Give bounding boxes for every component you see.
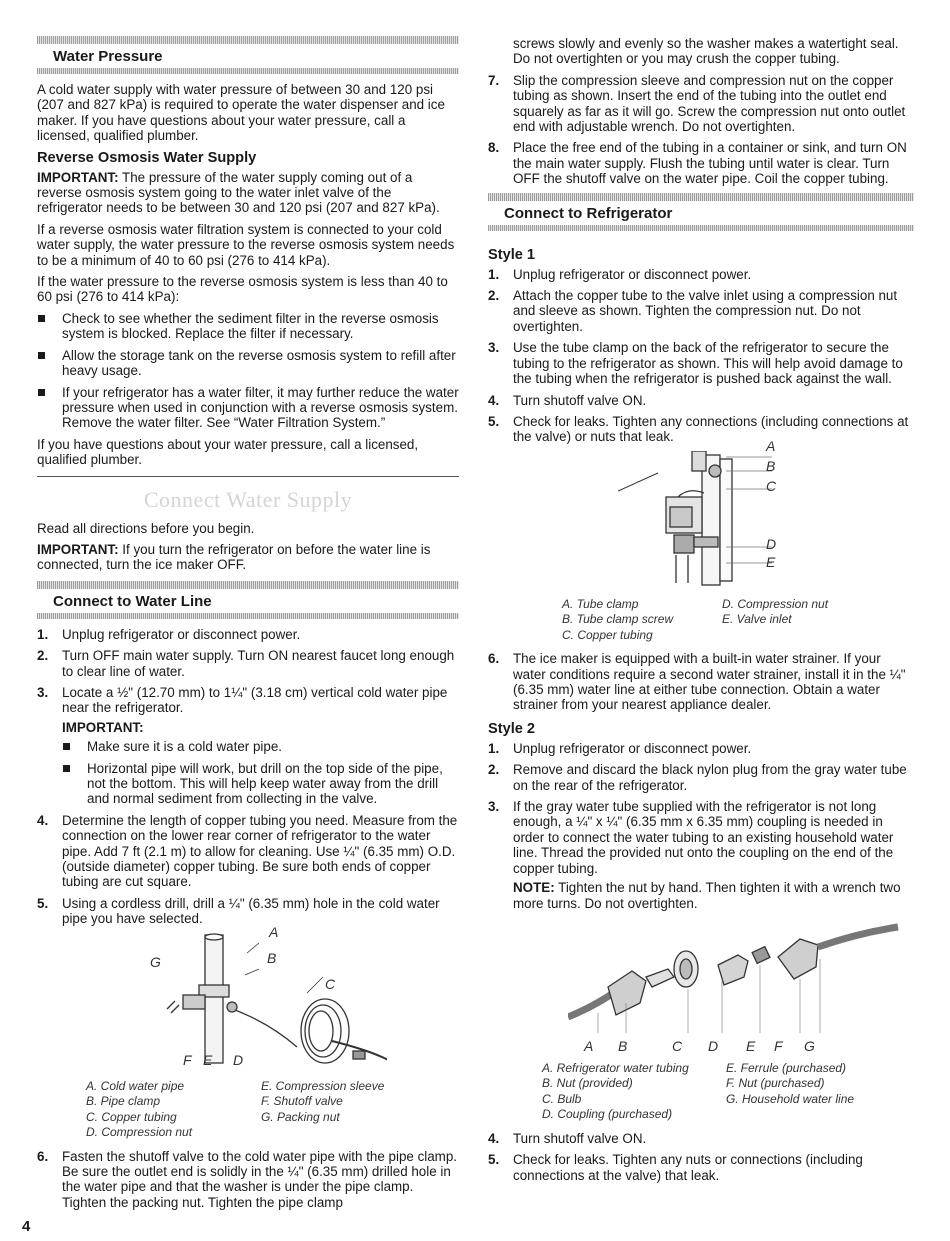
style1-steps [488, 267, 914, 445]
shutoff-valve-figure [87, 923, 387, 1075]
step3-important-label: IMPORTANT: [62, 719, 144, 735]
list-item: Make sure it is a cold water pipe. [62, 739, 459, 754]
water-line-steps [37, 627, 459, 927]
important-text: The pressure of the water supply coming out of a reverse osmosis system going to the water inlet valve of the refrigerator needs to be between 30 and 120 psi (207 and 827 kPa). [37, 169, 440, 216]
style2-figure [568, 917, 908, 1057]
figure-label-d: D [708, 1037, 719, 1054]
step: 6. The ice maker is equipped with a built-in water strainer. If your water conditions require a second water strainer, install it in the ¼" (6.35 mm) water line at either tube connection. Obtain a water strainer from your nearest appliance dealer. [488, 651, 906, 713]
step: 1. Unplug refrigerator or disconnect power. [37, 626, 301, 642]
heading-rule [488, 225, 914, 231]
divider [37, 476, 459, 477]
connect-supply-important [37, 542, 459, 573]
ro-supply-title: Reverse Osmosis Water Supply [37, 149, 257, 166]
figure-label-d: D [233, 1051, 244, 1068]
ro-closing: If you have questions about your water pressure, call a licensed, qualified plumber. [37, 436, 419, 468]
step: 3. If the gray water tube supplied with the refrigerator is not long enough, a ¼" x ¼" (6.35 mm x 6.35 mm) coupling is needed in order to connect the water tubing to an existing household water line. Thread the provided nut onto the coupling on the end of the copper tubing. NOTE: Tighten the nut by hand. Then tighten it with a wrench two more turns. Do not overtighten. [488, 799, 914, 911]
style1-figure [618, 437, 818, 591]
figure-label-c: C [325, 975, 336, 992]
step: 6. Fasten the shutoff valve to the cold water pipe with the pipe clamp. Be sure the outlet end is solidly in the ¼" (6.35 mm) drilled hole in the water pipe and that the washer is under the pipe clamp. Tighten the packing nut. Tighten the pipe clamp [37, 1148, 458, 1210]
figure-label-c: C [766, 477, 777, 494]
section-title: Water Pressure [53, 48, 163, 65]
connect-supply-intro: Read all directions before you begin. [37, 520, 255, 536]
water-pressure-text: A cold water supply with water pressure of between 30 and 120 psi (207 and 827 kPa) is required to operate the water dispenser and ice maker. If you have questions about your water pressure, call a licensed, qualified plumber. [37, 82, 445, 144]
step: 5. Using a cordless drill, drill a ¼" (6.35 mm) hole in the cold water pipe you have selected. [37, 895, 440, 927]
step: 3. Locate a ½" (12.70 mm) to 1¼" (3.18 cm) vertical cold water pipe near the refrigerator. IMPORTANT: Make sure it is a cold water pipe. Horizontal pipe will work, but drill on the top side of the pipe, not the bottom. This will help keep water away from the drill and normal sediment from collecting in the valve. [37, 685, 459, 807]
figure-label-a: A [766, 437, 776, 454]
list-item: If your refrigerator has a water filter, it may further reduce the water pressure when used in conjunction with a reverse osmosis system. Remove the water filter. See “Water Filtration System.” [37, 385, 459, 431]
figure-label-e: E [766, 553, 776, 570]
heading-rule [37, 613, 459, 619]
note-label: NOTE: [513, 880, 555, 896]
figure-label-g: G [150, 953, 161, 970]
step: 3. Use the tube clamp on the back of the refrigerator to secure the tubing to the refrigerator as shown. This will help avoid damage to the tubing when the refrigerator is pushed back against the wall. [488, 340, 903, 387]
important-text: If you turn the refrigerator on before the water line is connected, turn the ice maker OFF. [37, 541, 431, 573]
step: 2. Remove and discard the black nylon plug from the gray water tube on the rear of the refrigerator. [488, 762, 907, 793]
figure-label-f: F [774, 1037, 783, 1054]
step: 8. Place the free end of the tubing in a container or sink, and turn ON the main water supply. Flush the tubing until water is clear. Turn OFF the shutoff valve on the water pipe. Coil the copper tubing. [488, 140, 907, 187]
connect-supply-title: Connect Water Supply [143, 486, 353, 512]
heading-rule [37, 581, 459, 589]
heading-rule [488, 193, 914, 201]
style1-step6 [488, 651, 914, 713]
bullet-icon [63, 743, 70, 750]
style2-legend: A. Refrigerator water tubing E. Ferrule (purchased) B. Nut (provided) F. Nut (purchased) C. Bulb G. Household water line D. Coupling (purchased) [542, 1060, 855, 1122]
step: 5. Check for leaks. Tighten any connections (including connections at the valve) or nuts that leak. [488, 413, 909, 445]
water-pressure-heading [37, 36, 459, 74]
figure-legend: A. Cold water pipe E. Compression sleeve B. Pipe clamp F. Shutoff valve C. Copper tubing G. Packing nut D. Compression nut [86, 1078, 385, 1140]
list-item: Allow the storage tank on the reverse osmosis system to refill after heavy usage. [37, 348, 459, 379]
water-line-heading [37, 581, 459, 619]
heading-rule [37, 36, 459, 44]
important-label: IMPORTANT: [37, 169, 119, 185]
step: 1. Unplug refrigerator or disconnect power. [488, 266, 752, 282]
list-item: Check to see whether the sediment filter in the reverse osmosis system is blocked. Replace the filter if necessary. [37, 311, 459, 342]
figure-label-a: A [584, 1037, 594, 1054]
step: 4. Determine the length of copper tubing you need. Measure from the connection on the lower rear corner of refrigerator to the water pipe. Add 7 ft (2.1 m) to allow for cleaning. Use ¼" (6.35 mm) O.D. (outside diameter) copper tubing. Be sure both ends of copper tubing are cut square. [37, 812, 458, 890]
figure-label-g: G [804, 1037, 815, 1054]
coupling-illustration [568, 917, 908, 1037]
valve-inlet-illustration [618, 451, 818, 591]
figure-label-c: C [672, 1037, 683, 1054]
important-label: IMPORTANT: [37, 541, 119, 557]
bullet-icon [38, 315, 45, 322]
water-line-steps-cont [37, 1149, 459, 1211]
step: 2. Attach the copper tube to the valve inlet using a compression nut and sleeve as shown. Tighten the compression nut. Do not overtighten. [488, 288, 898, 334]
style2-note [513, 880, 914, 911]
page-number: 4 [22, 1218, 31, 1235]
list-item: Horizontal pipe will work, but drill on the top side of the pipe, not the bottom. This will help keep water away from the drill and normal sediment from collecting in the valve. [62, 761, 459, 807]
figure-label-e: E [746, 1037, 756, 1054]
step: 4. Turn shutoff valve ON. [488, 1130, 647, 1146]
ro-important [37, 170, 459, 216]
step: 5. Check for leaks. Tighten any nuts or connections (including connections at the valve) that leak. [488, 1152, 863, 1183]
connect-fridge-heading [488, 193, 914, 231]
ro-para-2: If the water pressure to the reverse osmosis system is less than 40 to 60 psi (276 to 414 kPa): [37, 274, 448, 305]
figure-label-f: F [183, 1051, 192, 1068]
style2-title: Style 2 [488, 720, 536, 737]
figure-label-e: E [203, 1051, 213, 1068]
step3-bullets [62, 739, 459, 807]
step6-continued: screws slowly and evenly so the washer makes a watertight seal. Do not overtighten or you may crush the copper tubing. [513, 36, 899, 67]
water-line-steps-right [488, 73, 914, 187]
style1-legend: A. Tube clamp D. Compression nut B. Tube clamp screw E. Valve inlet C. Copper tubing [562, 596, 829, 642]
step: 7. Slip the compression sleeve and compression nut on the copper tubing as shown. Insert the end of the tubing into the outlet end squarely as far as it will go. Screw the compression nut onto outlet end with adjustable wrench. Do not overtighten. [488, 72, 906, 135]
bullet-icon [38, 389, 45, 396]
right-column [488, 36, 914, 1189]
style2-steps [488, 741, 914, 911]
style2-steps-after [488, 1131, 914, 1183]
bullet-icon [63, 765, 70, 772]
step: 1. Unplug refrigerator or disconnect power. [488, 740, 752, 756]
step: 4. Turn shutoff valve ON. [488, 392, 647, 408]
ro-para-1: If a reverse osmosis water filtration system is connected to your cold water supply, the water pressure to the reverse osmosis system needs to be a minimum of 40 to 60 psi (276 to 414 kPa). [37, 221, 455, 268]
heading-rule [37, 68, 459, 74]
figure-label-d: D [766, 535, 777, 552]
figure-label-b: B [267, 949, 277, 966]
section-title: Connect to Water Line [53, 592, 212, 610]
section-title: Connect to Refrigerator [504, 204, 673, 222]
style1-title: Style 1 [488, 246, 536, 263]
figure-label-b: B [766, 457, 776, 474]
ro-bullets [37, 311, 459, 431]
left-column [37, 36, 459, 1216]
figure-label-a: A [269, 923, 279, 940]
step: 2. Turn OFF main water supply. Turn ON nearest faucet long enough to clear line of water. [37, 648, 455, 679]
figure-label-b: B [618, 1037, 628, 1054]
note-text: Tighten the nut by hand. Then tighten it with a wrench two more turns. Do not overtighten. [513, 880, 901, 911]
bullet-icon [38, 352, 45, 359]
